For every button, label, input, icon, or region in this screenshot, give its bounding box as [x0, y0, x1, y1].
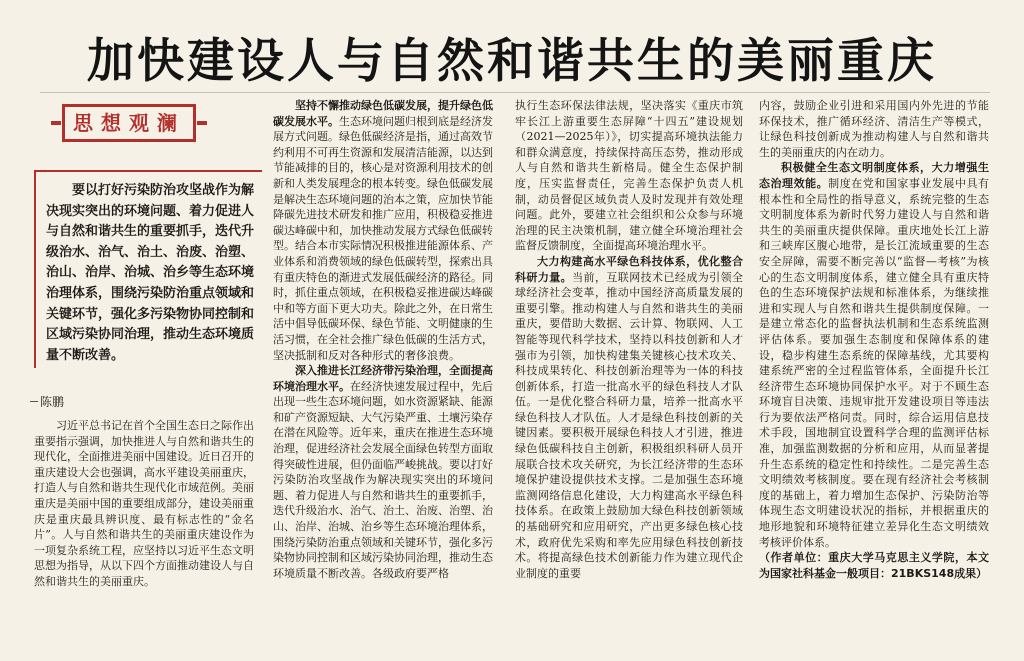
section-paragraph [759, 160, 989, 550]
article-column-2 [273, 98, 493, 581]
headline: 加快建设人与自然和谐共生的美丽重庆 [87, 34, 937, 89]
section-paragraph [273, 98, 493, 363]
section-heading: 积极健全生态文明制度体系，大力增强生态治理效能。 [759, 161, 989, 190]
section-heading: 坚持不懈推动绿色低碳发展，提升绿色低碳发展水平。 [273, 99, 493, 128]
lead-paragraph: 要以打好污染防治攻坚战作为解决现实突出的环境问题、着力促进人与自然和谐共生的重要抓手，迭代升级治水、治气、治土、治废、治塑、治山、治岸、治城、治乡等生态环境治理体系，围绕污染防治重点领域和关键环节，强化多污染物协同控制和区域污染协同治理，推动生态环境质量不断改善。 [46, 183, 255, 363]
article-column-4 [759, 98, 989, 581]
author-affiliation-note: （作者单位：重庆大学马克思主义学院，本文为国家社科基金一般项目：21BKS148成果） [759, 551, 989, 580]
article-column-3 [515, 98, 743, 581]
section-heading: 深入推进长江经济带污染治理，全面提高环境治理水平。 [273, 364, 493, 393]
section-paragraph [515, 254, 743, 581]
author-dash [30, 401, 38, 402]
section-body: 生态环境问题归根到底是经济发展方式问题。绿色低碳经济是指，通过高效节约利用不可再生资源和发展清洁能源，以达到节能减排的目的，核心是对资源利用技术的创新和人类发展理念的根本转变。绿色低碳发展是解决生态环境问题的治本之策，应加快节能降碳先进技术研发和推广应用，积极稳妥推进碳达峰碳中和，加快推动发展方式绿色低碳转型。结合本市实际情况积极推进能源体系、产业体系和消费领域的绿色低碳转型，探索出具有重庆特色的渐进式发展低碳经济的路径。同时，抓住重点领域，在积极稳妥推进碳达峰碳中和等方面下更大功夫。除此之外，在日常生活中倡导低碳环保、绿色节能、文明健康的生活习惯，在全社会推广绿色低碳的生活方式，坚决抵制和反对各种形式的奢侈浪费。 [273, 114, 493, 362]
section-body: 当前，互联网技术已经成为引领全球经济社会变革，推动中国经济高质量发展的重要引擎。推动构建人与自然和谐共生的美丽重庆，要借助大数据、云计算、物联网、人工智能等现代科学技术，坚持以科技创新和人才强市为引领，加快构建集关键核心技术攻关、科技成果转化、科技创新治理等为一体的科技创新体系，打造一批高水平的绿色科技人才队伍。一是优化整合科研力量，培养一批高水平绿色科技人才队伍。人才是绿色科技创新的关键因素。要积极开展绿色科技人才引进，推进绿色低碳科技自主创新，积极组织科研人员开展联合技术攻关研究，为长江经济带的生态环境保护建设提供技术支撑。二是加强生态环境监测网络信息化建设，大力构建高水平绿色科技体系。在政策上鼓励加大绿色科技创新领域的基础研究和应用研究，产出更多绿色核心技术，政府优先采购和率先应用绿色科技创新技术。将提高绿色技术创新能力作为建立现代企业制度的重要 [515, 270, 744, 580]
section-paragraph [273, 363, 493, 581]
headline-divider [40, 92, 990, 93]
column-label-stamp: 思想观澜 [62, 104, 196, 142]
continued-paragraph: 内容，鼓励企业引进和采用国内外先进的节能环保技术，推广循环经济、清洁生产等模式，让绿色科技创新成为推动构建人与自然和谐共生的美丽重庆的内在动力。 [759, 99, 989, 159]
section-body: 在经济快速发展过程中，先后出现一些生态环境问题，如水资源紧缺、能源和矿产资源短缺、大气污染严重、土壤污染存在潜在风险等。近年来，重庆在推进生态环境治理，促进经济社会发展全面绿色转型方面取得突破性进展，但仍面临严峻挑战。要以打好污染防治攻坚战作为解决现实突出的环境问题、着力促进人与自然和谐共生的重要抓手，迭代升级治水、治气、治土、治废、治塑、治山、治岸、治城、治乡等生态环境治理体系，围绕污染防治重点领域和关键环节，强化多污染物协同控制和区域污染协同治理，推动生态环境质量不断改善。各级政府要严格 [273, 379, 493, 580]
section-body: 制度在党和国家事业发展中具有根本性和全局性的指导意义，系统完整的生态文明制度体系为新时代努力建设人与自然和谐共生的美丽重庆提供保障。重庆地处长江上游和三峡库区腹心地带，是长江流域重要的生态安全屏障，需要不断完善以“监督—考核”为核心的生态文明制度体系，建立健全具有重庆特色的生态环境保护法规和标准体系，为继续推进和实现人与自然和谐共生提供制度保障。一是建立常态化的监督执法机制和生态系统监测评估体系。要加强生态制度和保障体系的建设，稳步构建生态系统的保障基线，尤其要构建系统严密的全过程监管体系，全面提升长江经济带生态环境协同保护水平。对于不顾生态环境盲目决策、违规审批开发建设项目等违法行为要依法严格问责。同时，综合运用信息技术手段，国地制宜设置科学合理的监测评估标准，加强监测数据的分析和应用，从而显著提升生态系统的稳定性和持续性。二是完善生态文明绩效考核制度。要在现有经济社会考核制度的基础上，着力增加生态保护、污染防治等体现生态文明建设状况的指标，并根据重庆的地形地貌和环境特征建立差异化生态文明绩效考核评价体系。 [759, 176, 990, 549]
continued-paragraph: 执行生态环保法律法规，坚决落实《重庆市筑牢长江上游重要生态屏障“十四五”建设规划（2021—2025年）》，切实提高环境执法能力和群众满意度，持续保持高压态势，推动形成人与自然和谐共生新格局。健全生态保护制度，压实监督责任，完善生态保护负责人机制，动员督促区域负责人及时发现并有效处理问题。此外，要建立社会组织和公众参与环境治理的民主决策机制，建立健全环境治理社会监督反馈制度，全面提高环境治理水平。 [515, 99, 743, 253]
author-name: 陈鹏 [40, 395, 65, 409]
article-column-1 [34, 418, 254, 590]
intro-paragraph: 习近平总书记在首个全国生态日之际作出重要指示强调，加快推进人与自然和谐共生的现代化，全面推进美丽中国建设。近日召开的重庆建设大会也强调，高水平建设美丽重庆，打造人与自然和谐共生现代化市域范例。美丽重庆是美丽中国的重要组成部分，建设美丽重庆是重庆最具辨识度、最有标志性的“金名片”。人与自然和谐共生的美丽重庆建设作为一项复杂系统工程，应坚持以习近平生态文明思想为指导，从以下四个方面推动建设人与自然和谐共生的美丽重庆。 [34, 419, 254, 588]
section-heading: 大力构建高水平绿色科技体系，优化整合科研力量。 [515, 254, 743, 284]
